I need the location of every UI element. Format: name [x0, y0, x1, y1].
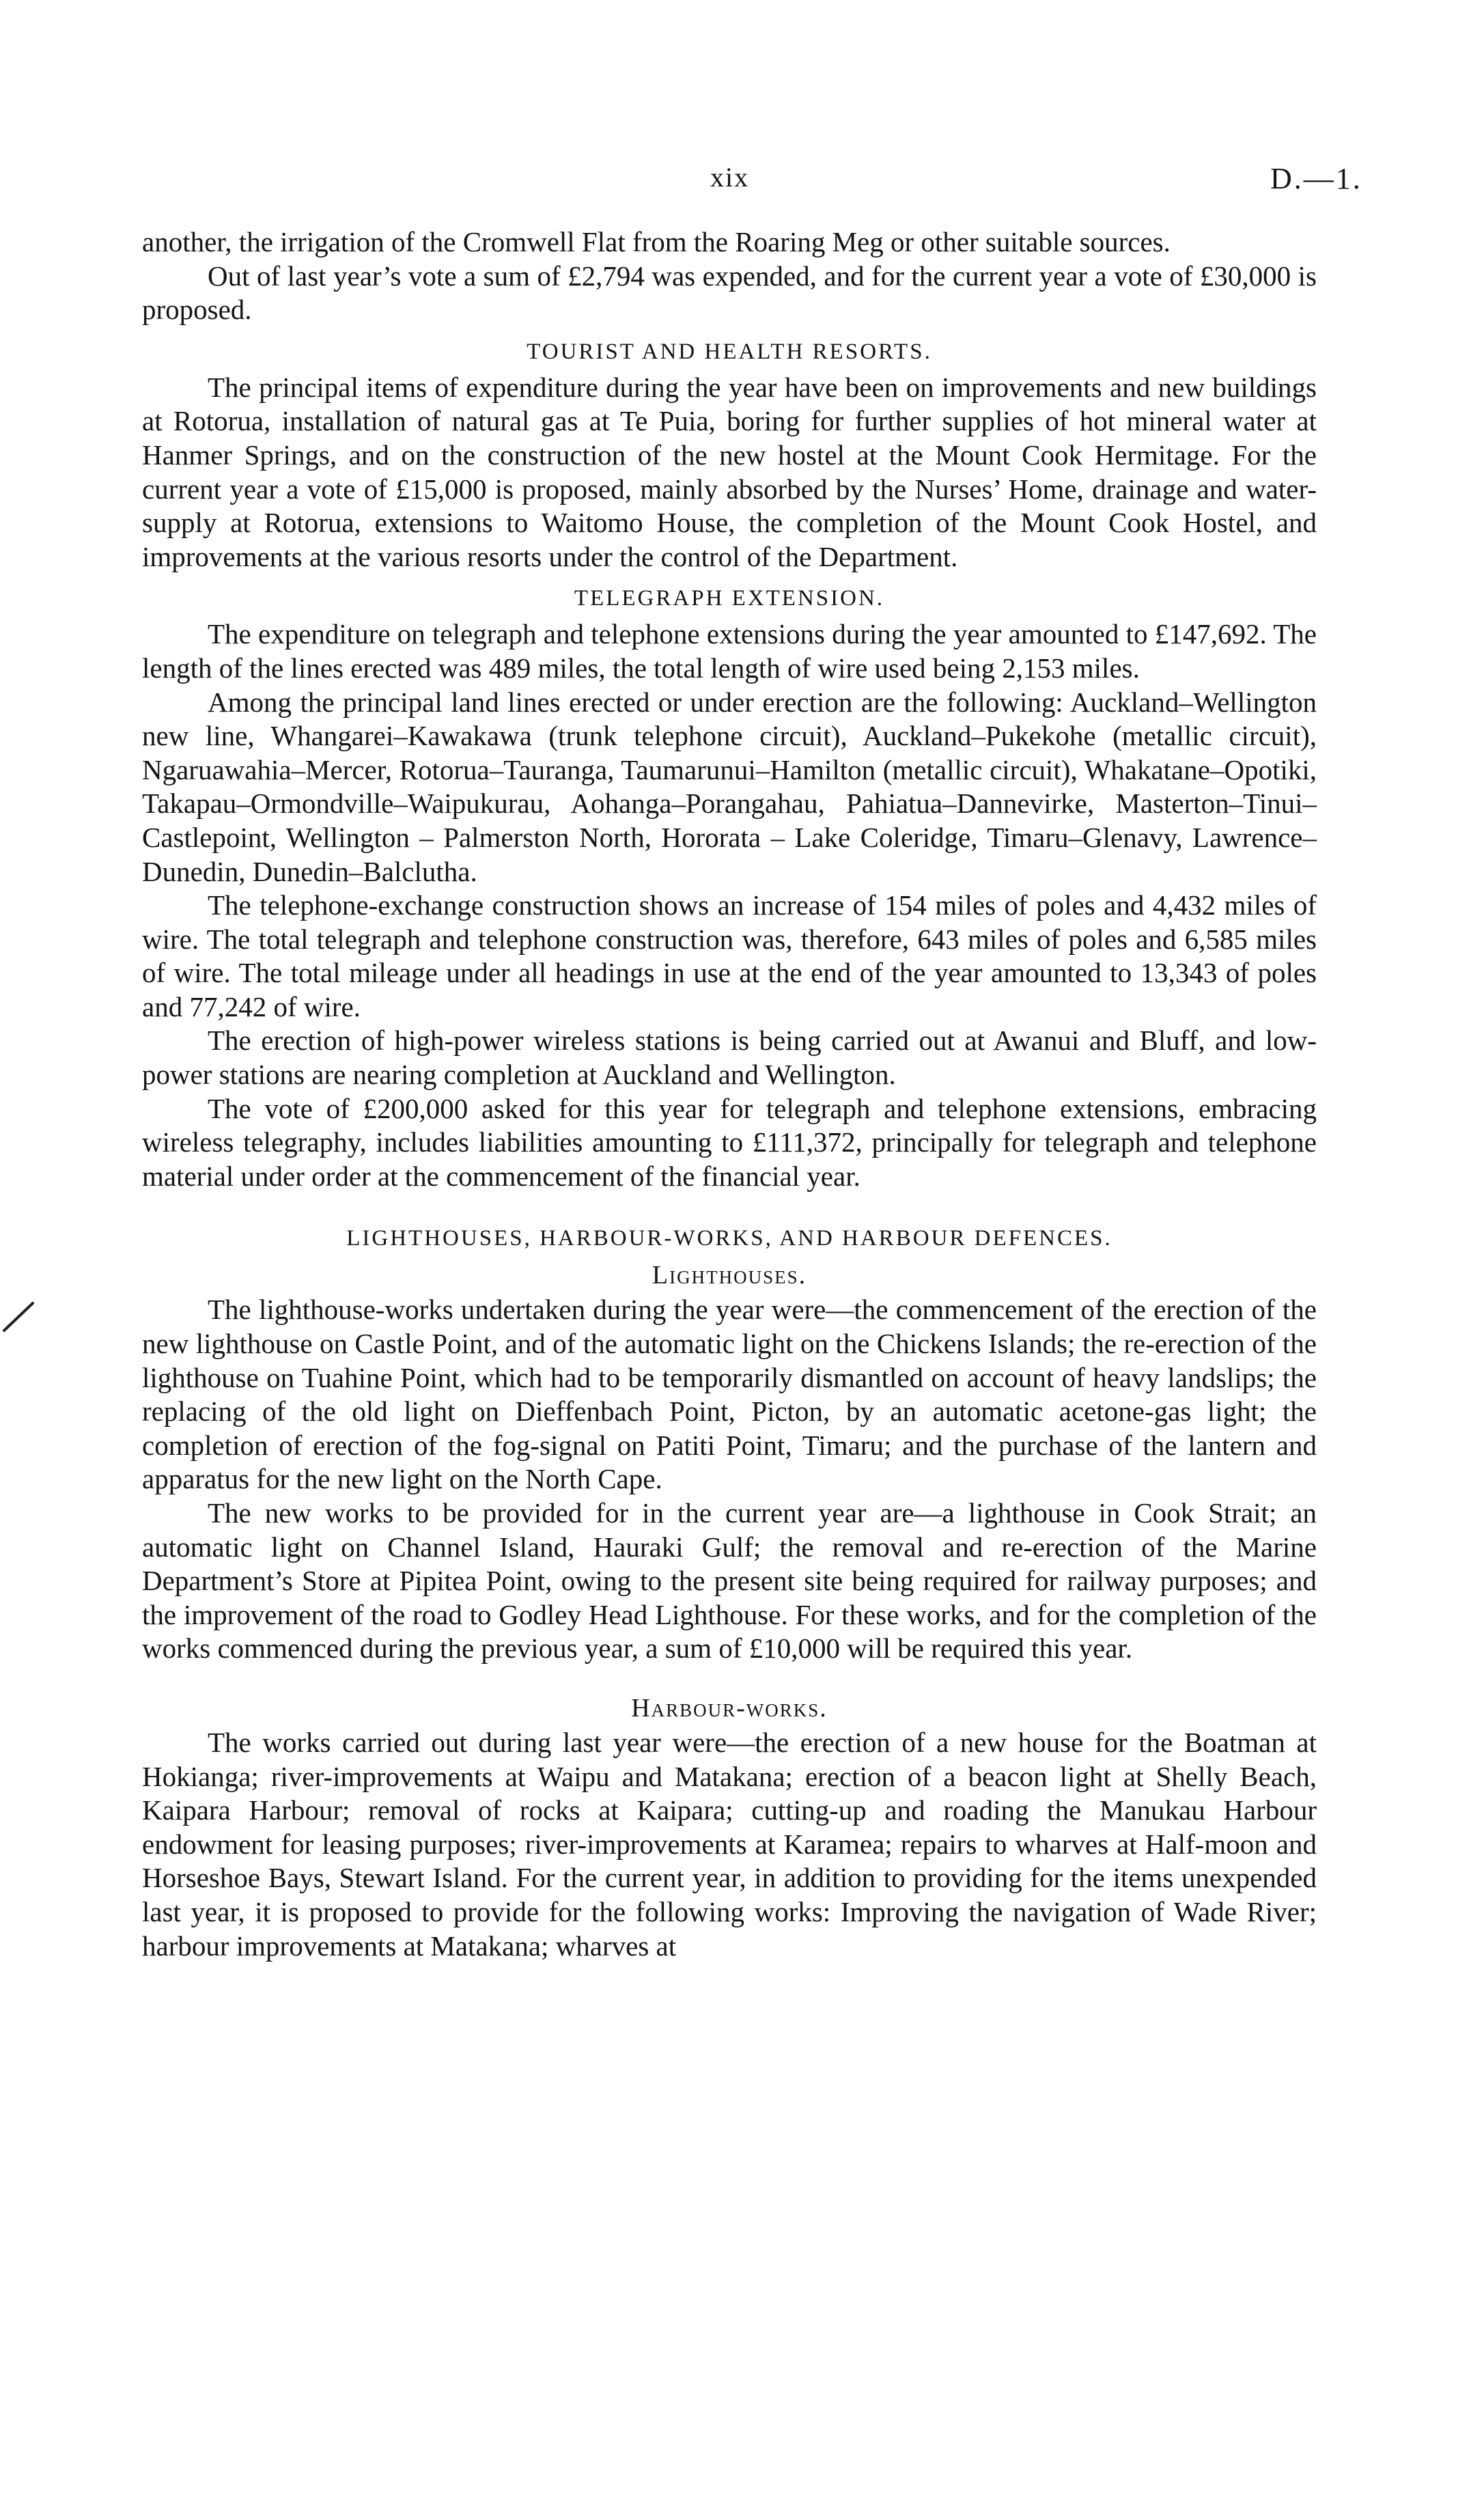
- paragraph-harbour-works: The works carried out during last year were—the erection of a new house for the Boatman at Hokianga; river-improvements at Waipu and Matakana; erection of a beacon light at Shelly Beach, Kaipara Harbour; removal of rocks at Kaipara; cutting-up and roading the Manukau Harbour endowment for leasing purposes; river-improvements at Karamea; repairs to wharves at Half-moon and Horseshoe Bays, Stewart Island. For the current year, in addition to providing for the items unexpended last year, it is proposed to provide for the following works: Improving the navigation of Wade River; harbour improvements at Matakana; wharves at: [142, 1726, 1317, 1962]
- paragraph-irrigation-vote: Out of last year’s vote a sum of £2,794 was expended, and for the current year a vote of £30,000 is proposed.: [142, 260, 1317, 326]
- subheading-lighthouses: Lighthouses.: [652, 1261, 807, 1290]
- paragraph-tourist: The principal items of expenditure during the year have been on improvements and new buildings at Rotorua, installation of natural gas at Te Puia, boring for further supplies of hot mineral water at Hanmer Springs, and on the construction of the new hostel at the Mount Cook Hermitage. For the current year a vote of £15,000 is proposed, mainly absorbed by the Nurses’ Home, drainage and water-supply at Rotorua, extensions to Waitomo House, the completion of the Mount Cook Hostel, and improvements at the various resorts under the control of the Department.: [142, 371, 1317, 572]
- document-reference: D.—1.: [1270, 162, 1362, 195]
- heading-lighthouses-harbour: LIGHTHOUSES, HARBOUR-WORKS, AND HARBOUR DEFENCES.: [346, 1226, 1112, 1251]
- text-column: [142, 225, 1317, 1963]
- paragraph-telephone-exchange: The telephone-exchange construction shows an increase of 154 miles of poles and 4,432 miles of wire. The total telegraph and telephone construction was, therefore, 643 miles of poles and 6,585 miles of wire. The total mileage under all headings in use at the end of the year amounted to 13,343 of poles and 77,242 of wire.: [142, 889, 1317, 1022]
- page-header: [0, 161, 1484, 202]
- paragraph-irrigation: another, the irrigation of the Cromwell Flat from the Roaring Meg or other suitable sources.: [142, 226, 1171, 257]
- paragraph-wireless-stations: The erection of high-power wireless stations is being carried out at Awanui and Bluff, and low-power stations are nearing completion at Auckland and Wellington.: [142, 1025, 1317, 1091]
- paragraph-telegraph-expenditure: The expenditure on telegraph and telephone extensions during the year amounted to £147,692. The length of the lines erected was 489 miles, the total length of wire used being 2,153 miles.: [142, 618, 1317, 684]
- paragraph-land-lines: Among the principal land lines erected or under erection are the following: Auckland–Wellington new line, Whangarei–Kawakawa (trunk telephone circuit), Auckland–Pukekohe (metallic circuit), Ngaruawahia–Mercer, Rotorua–Tauranga, Taumarunui–Hamilton (metallic circuit), Whakatane–Opotiki, Takapau–Ormondville–Waipukurau, Aohanga–Porangahau, Pahiatua–Dannevirke, Masterton–Tinui–Castlepoint, Wellington – Palmerston North, Hororata – Lake Coleridge, Timaru–Glenavy, Lawrence–Dunedin, Dunedin–Balclutha.: [142, 686, 1317, 887]
- heading-tourist-resorts: TOURIST AND HEALTH RESORTS.: [527, 339, 932, 364]
- margin-pencil-mark: [3, 1298, 37, 1332]
- subheading-harbour-works: Harbour-works.: [631, 1693, 828, 1723]
- paragraph-lighthouse-works: The lighthouse-works undertaken during the year were—the commencement of the erection of the new lighthouse on Castle Point, and of the automatic light on the Chickens Islands; the re-erection of the lighthouse on Tuahine Point, which had to be temporarily dismantled on account of heavy landslips; the replacing of the old light on Dieffenbach Point, Picton, by an automatic acetone-gas light; the completion of erection of the fog-signal on Patiti Point, Timaru; and the purchase of the lantern and apparatus for the new light on the North Cape.: [142, 1294, 1317, 1495]
- paragraph-lighthouse-new-works: The new works to be provided for in the current year are—a lighthouse in Cook Strait; an automatic light on Channel Island, Hauraki Gulf; the removal and re-erection of the Marine Department’s Store at Pipitea Point, owing to the present site being required for railway purposes; and the improvement of the road to Godley Head Lighthouse. For these works, and for the completion of the works commenced during the previous year, a sum of £10,000 will be required this year.: [142, 1497, 1317, 1665]
- heading-telegraph-extension: TELEGRAPH EXTENSION.: [574, 586, 885, 611]
- page-number: xix: [710, 162, 750, 193]
- paragraph-telegraph-vote: The vote of £200,000 asked for this year for telegraph and telephone extensions, embracing wireless telegraphy, includes liabilities amounting to £111,372, principally for telegraph and telephone material under order at the commencement of the financial year.: [142, 1092, 1317, 1192]
